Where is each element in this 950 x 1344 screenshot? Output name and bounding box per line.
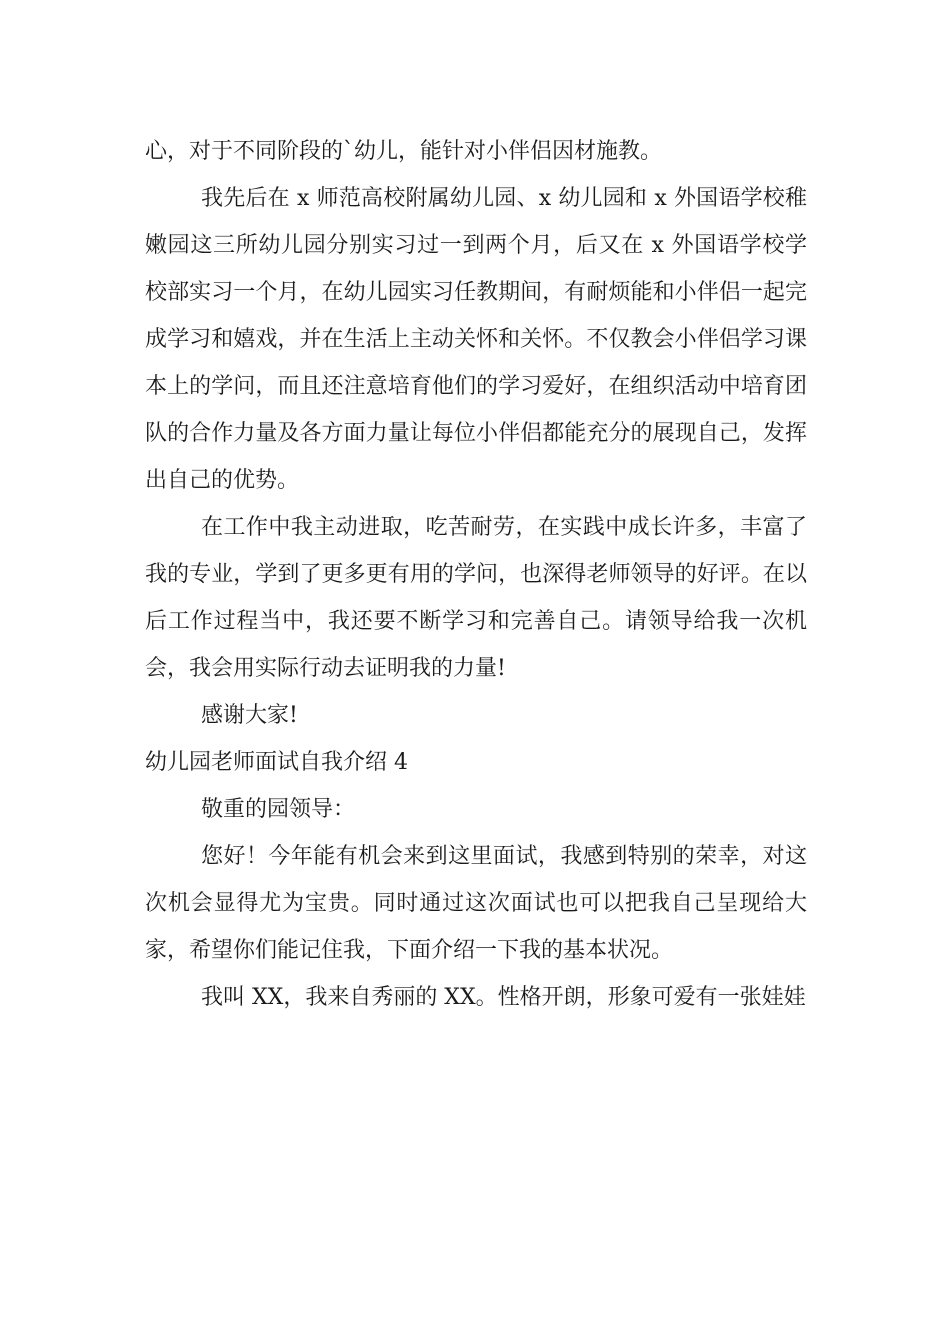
paragraph-3: 在工作中我主动进取，吃苦耐劳，在实践中成长许多，丰富了我的专业，学到了更多更有用的学问，也深得老师领导的好评。在以后工作过程当中，我还要不断学习和完善自己。请领导给我一次机会，我会用实际行动去证明我的力量!: [145, 515, 807, 681]
paragraph-7: 我叫 XX，我来自秀丽的 XX。性格开朗，形象可爱有一张娃娃: [201, 985, 806, 1010]
paragraph-2: 我先后在 x 师范高校附属幼儿园、x 幼儿园和 x 外国语学校稚嫩园这三所幼儿园分别实习过一到两个月，后又在 x 外国语学校学校部实习一个月，在幼儿园实习任教期间，有耐烦能和小伴侣一起完成学习和嬉戏，并在生活上主动关怀和关怀。不仅教会小伴侣学习课本上的学问，而且还注意培育他们的学习爱好，在组织活动中培育团队的合作力量及各方面力量让每位小伴侣都能充分的展现自己，发挥出自己的优势。: [145, 186, 807, 493]
document-page: [145, 128, 807, 1021]
section-title: 幼儿园老师面试自我介绍 4: [145, 750, 408, 775]
paragraph-6: 您好！今年能有机会来到这里面试，我感到特别的荣幸，对这次机会显得尤为宝贵。同时通过这次面试也可以把我自己呈现给大家，希望你们能记住我，下面介绍一下我的基本状况。: [145, 844, 807, 963]
paragraph-5: 敬重的园领导：: [201, 797, 356, 822]
paragraph-4: 感谢大家!: [201, 703, 298, 728]
paragraph-1: 心，对于不同阶段的`幼儿，能针对小伴侣因材施教。: [145, 139, 663, 164]
